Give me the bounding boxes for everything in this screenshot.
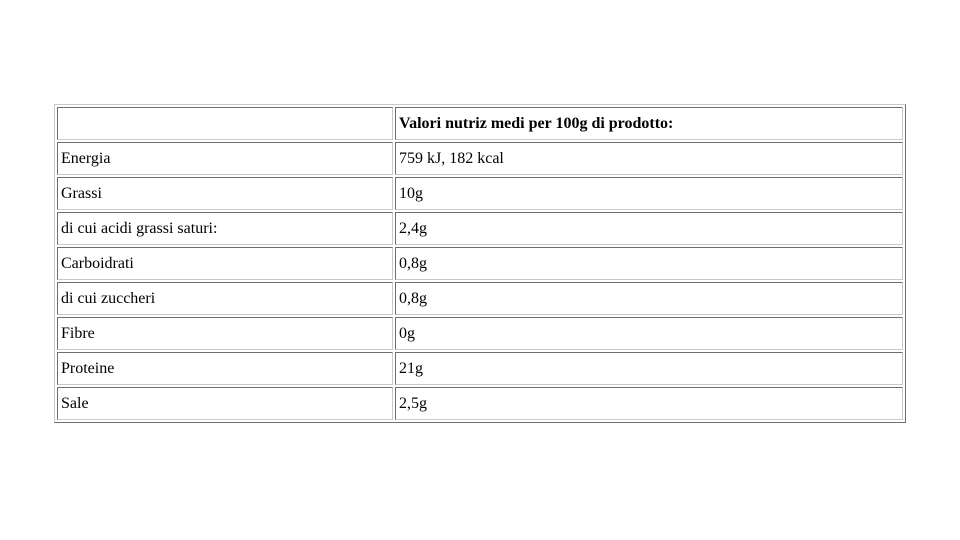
nutrient-label: Energia	[57, 142, 393, 175]
nutrient-value: 759 kJ, 182 kcal	[395, 142, 903, 175]
nutrient-label: Grassi	[57, 177, 393, 210]
nutrient-label: Carboidrati	[57, 247, 393, 280]
table-row	[57, 282, 903, 315]
nutrient-value: 0g	[395, 317, 903, 350]
nutrient-value: 0,8g	[395, 247, 903, 280]
nutrient-value: 21g	[395, 352, 903, 385]
table-row	[57, 212, 903, 245]
header-value-cell: Valori nutriz medi per 100g di prodotto:	[395, 107, 903, 140]
nutrient-label: di cui zuccheri	[57, 282, 393, 315]
table-row	[57, 177, 903, 210]
table-row	[57, 387, 903, 420]
nutrient-value: 10g	[395, 177, 903, 210]
table-row	[57, 247, 903, 280]
nutrient-label: Sale	[57, 387, 393, 420]
nutrient-label: Proteine	[57, 352, 393, 385]
nutrient-value: 0,8g	[395, 282, 903, 315]
table-row	[57, 317, 903, 350]
nutrient-value: 2,5g	[395, 387, 903, 420]
table-header-row	[57, 107, 903, 140]
nutrient-value: 2,4g	[395, 212, 903, 245]
table-row	[57, 142, 903, 175]
header-label-cell	[57, 107, 393, 140]
nutrition-table-body	[57, 107, 903, 420]
table-row	[57, 352, 903, 385]
nutrition-table	[54, 104, 906, 423]
nutrient-label: di cui acidi grassi saturi:	[57, 212, 393, 245]
nutrient-label: Fibre	[57, 317, 393, 350]
